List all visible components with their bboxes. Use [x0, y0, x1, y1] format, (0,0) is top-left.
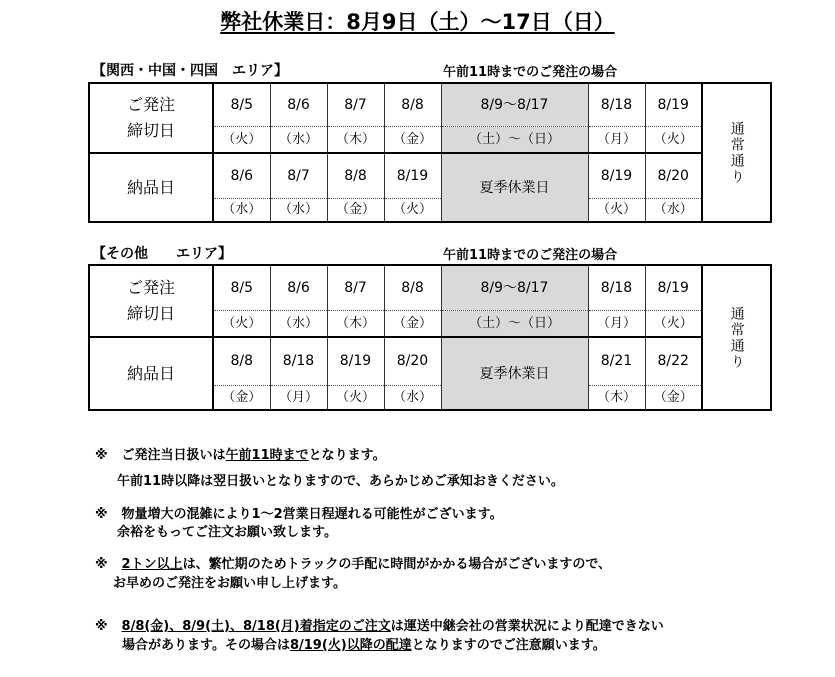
- delivery-weekday: （月）: [270, 385, 327, 410]
- note-4-line2-emphasis: 8/19(火)以降の配達: [289, 638, 412, 653]
- note-mark: ※: [95, 507, 108, 522]
- schedule-table-other: [88, 264, 772, 411]
- delivery-date: 8/21: [588, 337, 645, 385]
- delivery-date: 8/20: [384, 337, 441, 385]
- delivery-date: 8/8: [327, 153, 384, 198]
- order-weekday: （月）: [588, 126, 645, 153]
- normal-operation-cell: 通常通り: [702, 83, 771, 222]
- order-date: 8/6: [270, 265, 327, 310]
- delivery-weekday: （金）: [213, 385, 270, 410]
- note-3-emphasis: 2トン以上: [121, 557, 183, 572]
- delivery-date: 8/8: [213, 337, 270, 385]
- section-1-label: 【関西・中国・四国 エリア】: [92, 63, 288, 79]
- order-weekday: （木）: [327, 126, 384, 153]
- order-weekday: （水）: [270, 126, 327, 153]
- holiday-period-weekday: （土）～（日）: [441, 126, 588, 153]
- holiday-period-date: 8/9～8/17: [441, 83, 588, 126]
- holiday-period-weekday: （土）～（日）: [441, 310, 588, 337]
- schedule-table-kansai: [88, 82, 772, 223]
- note-mark: ※: [95, 619, 108, 634]
- delivery-date: 8/18: [270, 337, 327, 385]
- delivery-weekday: （水）: [645, 198, 702, 222]
- order-date: 8/18: [588, 265, 645, 310]
- order-date: 8/7: [327, 83, 384, 126]
- note-1-emphasis: 午前11時まで: [225, 448, 309, 463]
- order-deadline-header: ご発注 締切日: [89, 83, 213, 153]
- order-weekday: （火）: [645, 126, 702, 153]
- delivery-weekday: （水）: [270, 198, 327, 222]
- holiday-period-date: 8/9～8/17: [441, 265, 588, 310]
- note-4-line2: 場合があります。その場合は8/19(火)以降の配達となりますのでご注意願います。: [122, 638, 606, 653]
- order-weekday: （木）: [327, 310, 384, 337]
- order-weekday: （火）: [213, 126, 270, 153]
- order-weekday: （金）: [384, 310, 441, 337]
- note-4: ※ 8/8(金)、8/9(土)、8/18(月)着指定のご注文は運送中継会社の営業状況により配達できない: [95, 619, 664, 634]
- note-mark: ※: [95, 448, 108, 463]
- section-2-label: 【その他 エリア】: [92, 246, 232, 262]
- order-date: 8/8: [384, 83, 441, 126]
- page-title: 弊社休業日：8月9日（土）～17日（日）: [220, 10, 615, 34]
- note-1-line2: 午前11時以降は翌日扱いとなりますので、あらかじめご承知おきください。: [117, 474, 564, 489]
- section-2-condition: 午前11時までのご発注の場合: [443, 248, 618, 263]
- order-weekday: （火）: [645, 310, 702, 337]
- delivery-date: 8/19: [588, 153, 645, 198]
- note-1: ※ ご発注当日扱いは午前11時までとなります。: [95, 448, 386, 463]
- delivery-date-header: 納品日: [89, 337, 213, 410]
- order-date: 8/7: [327, 265, 384, 310]
- delivery-date: 8/7: [270, 153, 327, 198]
- delivery-weekday: （水）: [213, 198, 270, 222]
- delivery-weekday: （木）: [588, 385, 645, 410]
- order-date: 8/19: [645, 83, 702, 126]
- delivery-date: 8/19: [384, 153, 441, 198]
- delivery-weekday: （金）: [327, 198, 384, 222]
- note-3-line2: お早めのご発注をお願い申し上げます。: [113, 576, 346, 591]
- order-date: 8/6: [270, 83, 327, 126]
- delivery-date: 8/6: [213, 153, 270, 198]
- delivery-weekday: （金）: [645, 385, 702, 410]
- order-weekday: （金）: [384, 126, 441, 153]
- delivery-weekday: （火）: [384, 198, 441, 222]
- order-date: 8/19: [645, 265, 702, 310]
- note-4-emphasis: 8/8(金)、8/9(土)、8/18(月)着指定のご注文: [121, 619, 391, 634]
- delivery-weekday: （火）: [588, 198, 645, 222]
- order-weekday: （水）: [270, 310, 327, 337]
- note-3: ※ 2トン以上は、繁忙期のためトラックの手配に時間がかかる場合がございますので、: [95, 557, 612, 572]
- note-mark: ※: [95, 557, 108, 572]
- summer-holiday-label: 夏季休業日: [441, 153, 588, 222]
- normal-operation-cell: 通常通り: [702, 265, 771, 410]
- delivery-weekday: （火）: [327, 385, 384, 410]
- delivery-date: 8/20: [645, 153, 702, 198]
- delivery-weekday: （水）: [384, 385, 441, 410]
- order-date: 8/5: [213, 83, 270, 126]
- note-2: ※ 物量増大の混雑により1～2営業日程遅れる可能性がございます。: [95, 507, 503, 522]
- delivery-date-header: 納品日: [89, 153, 213, 222]
- order-date: 8/5: [213, 265, 270, 310]
- order-weekday: （月）: [588, 310, 645, 337]
- order-date: 8/8: [384, 265, 441, 310]
- order-weekday: （火）: [213, 310, 270, 337]
- section-1-condition: 午前11時までのご発注の場合: [443, 65, 618, 80]
- order-date: 8/18: [588, 83, 645, 126]
- note-2-line2: 余裕をもってご注文お願い致します。: [117, 525, 337, 540]
- delivery-date: 8/22: [645, 337, 702, 385]
- delivery-date: 8/19: [327, 337, 384, 385]
- order-deadline-header: ご発注 締切日: [89, 265, 213, 337]
- summer-holiday-label: 夏季休業日: [441, 337, 588, 410]
